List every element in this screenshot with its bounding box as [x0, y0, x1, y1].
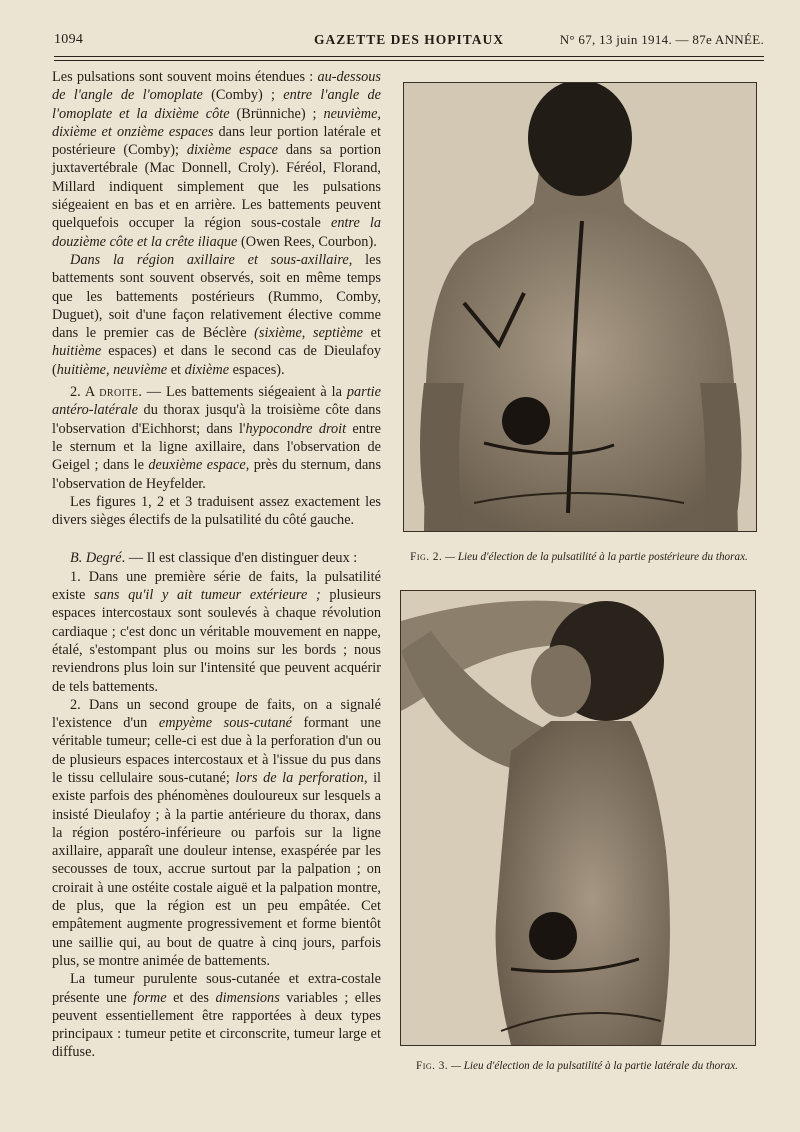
back-view-illustration — [404, 83, 756, 531]
header-rule-thin — [54, 60, 764, 61]
journal-title: GAZETTE DES HOPITAUX — [313, 32, 505, 47]
paragraph: Les figures 1, 2 et 3 traduisent assez exactement les divers sièges électifs de la pulsatilité du côté gauche. — [52, 493, 381, 529]
figure-3-caption: Fig. 3. — Lieu d'élection de la pulsatilité à la partie latérale du thorax. — [416, 1060, 738, 1072]
side-view-illustration — [401, 591, 755, 1045]
figure-2-photo — [403, 82, 757, 532]
page-header — [54, 30, 764, 52]
text-column — [52, 68, 381, 1088]
section-heading: B. Degré. — Il est classique d'en distinguer deux : — [70, 550, 358, 567]
paragraph: 1. Dans une première série de faits, la pulsatilité existe sans qu'il y ait tumeur extérieure ; plusieurs espaces intercostaux sont soulevés à chaque révolution cardiaque ; c'est donc un véritable mouvement en nappe, étalé, s'estompant plus ou moins sur les bords ; nous reviendrons plus loin sur l'intensité que peuvent acquérir de tels battements. — [52, 568, 381, 695]
figure-2-caption: Fig. 2. — Lieu d'élection de la pulsatilité à la partie postérieure du thorax. — [410, 551, 748, 563]
page-number: 1094 — [54, 32, 84, 47]
figure-3-photo — [400, 590, 756, 1046]
issue-info: N° 67, 13 juin 1914. — 87e ANNÉE. — [559, 32, 764, 47]
paragraph: Dans la région axillaire et sous-axillaire, les battements sont souvent observés, soit en même temps que les battements postérieurs (Rummo, Comby, Duguet), soit d'une façon relativement élective comme dans le premier cas de Béclère (sixième, septième et huitième espaces) et dans le second cas de Dieulafoy (huitième, neuvième et dixième espaces). — [52, 251, 382, 378]
paragraph: 2. Dans un second groupe de faits, on a signalé l'existence d'un empyème sous-cutané formant une véritable tumeur; celle-ci est due à la perforation d'un ou de plusieurs espaces intercostaux et à l'issue du pus dans le tissu cellulaire sous-cutané; lors de la perforation, il existe parfois des phénomènes douloureux sur lesquels a insisté Dieulafoy ; à la partie antérieure du thorax, dans la région postéro-inférieure ou parfois sur la ligne axillaire, apparaît une douleur intense, exaspérée par les secousses de toux, accrue surtout par la palpation ; on croirait à une ostéite costale aiguë et la palpation montre, de plus, que la région est un peu empâtée. Cet empâtement augmente progressivement et forme bientôt une saillie qui, au bout de quatre à cinq jours, parfois plus, se montre animée de battements. — [52, 696, 382, 969]
paragraph: 2. A droite. — Les battements siégeaient à la partie antéro-latérale du thorax jusqu'à la troisième côte dans l'observation d'Eichhorst; dans l'hypocondre droit entre le sternum et la ligne axillaire, dans l'observation de Geigel ; dans le deuxième espace, près du sternum, dans l'observation de Heyfelder. — [52, 384, 382, 492]
header-rule — [54, 56, 764, 57]
paragraph: La tumeur purulente sous-cutanée et extra-costale présente une forme et des dimensions variables ; elles peuvent essentiellement être rapportées à deux types principaux : tumeur petite et circonscrite, tumeur large et diffuse. — [52, 971, 382, 1061]
paragraph: Les pulsations sont souvent moins étendues : au-dessous de l'angle de l'omoplate (Comby) ; entre l'angle de l'omoplate et la dixième côte (Brünniche) ; neuvième, dixième et onzième espaces dans leur portion latérale et postérieure (Comby); dixième espace dans sa portion juxtavertébrale (Mac Donnell, Croly). Féréol, Florand, Millard indiquent simplement que les pulsations siégeaient en bas et en arrière. Les battements peuvent quelquefois occuper la région sous-costale entre la douzième côte et la crête iliaque (Owen Rees, Courbon). — [52, 69, 381, 250]
